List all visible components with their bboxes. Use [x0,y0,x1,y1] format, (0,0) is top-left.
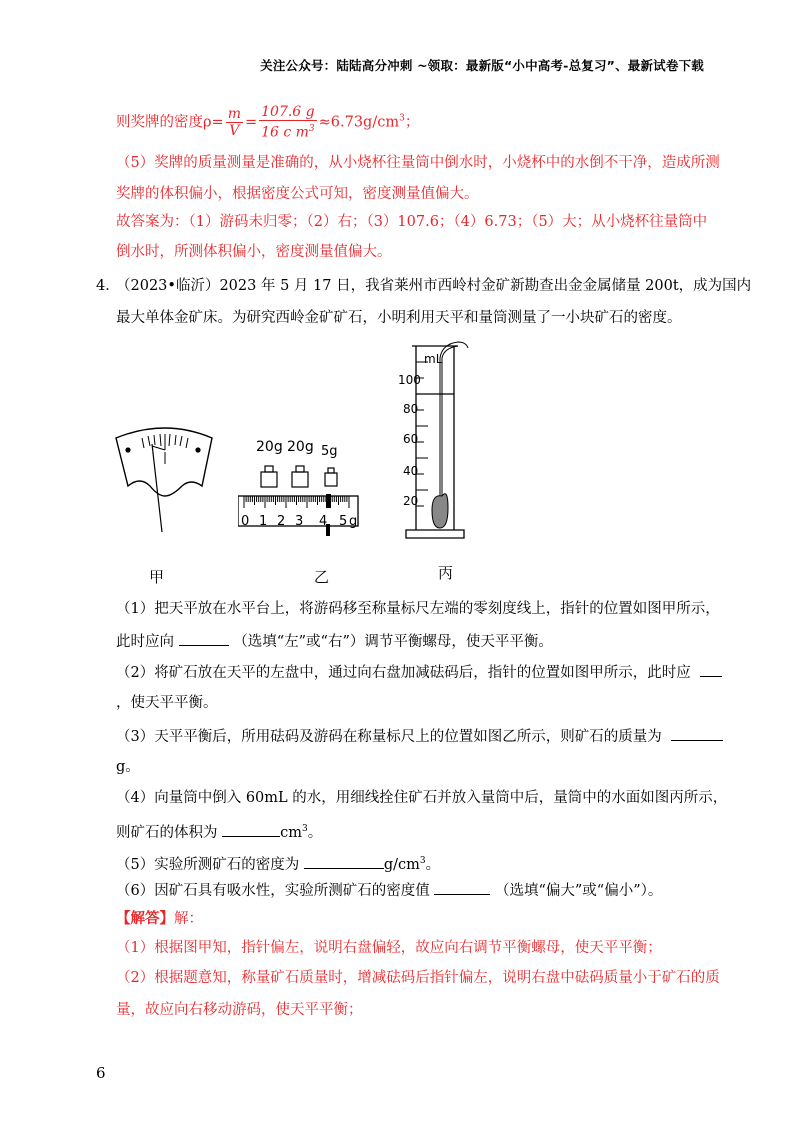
answer-tag: 【解答】 [116,910,174,927]
q2-answer-blank[interactable] [700,662,722,677]
prev-answer-line2: 倒水时，所测体积偏小，密度测量值偏大。 [116,244,392,260]
tick-label: 1 [259,514,268,529]
superscript: 3 [301,824,308,834]
density-prefix: 则奖牌的密度ρ= [116,114,224,131]
prev-p5-line1: （5）奖牌的质量测量是准确的，从小烧杯往量筒中倒水时，小烧杯中的水倒不干净，造成所测 [116,155,720,171]
q4-line2 [116,819,322,843]
equals-sign: = [244,114,258,131]
question-stem-line2: 最大单体金矿床。为研究西岭金矿矿石，小明利用天平和量筒测量了一小块矿石的密度。 [116,310,682,326]
q1-line2 [116,631,553,652]
q3-answer-blank[interactable] [671,726,723,741]
answer-tag-line [116,909,203,929]
scale-unit: g [349,514,358,529]
fraction-denominator: 16 c $m^3$ [261,124,315,141]
question-number: 4． [96,278,120,294]
ore-rock [432,494,448,528]
rider [326,494,331,508]
q6-text-b: （选填“偏大”或“偏小”）。 [494,883,663,899]
q6-answer-blank[interactable] [434,880,490,895]
figure-bing-label: 丙 [438,564,454,582]
q3-line1 [116,726,723,747]
answer-2-line1: （2）根据题意知，称量矿石质量时，增减砝码后指针偏左，说明右盘中砝码质量小于矿石的质 [116,970,720,986]
cyl-label-40: 40 [403,464,419,478]
tick-label: 0 [241,514,250,529]
punct: 。 [425,856,441,873]
q4-text-a: 则矿石的体积为 [116,824,218,841]
fraction-values [259,104,317,141]
weight-label-1: 20g [256,439,283,455]
cyl-label-80: 80 [403,402,419,416]
q2-text: （2）将矿石放在天平的左盘中，通过向右盘加减砝码后，指针的位置如图甲所示，此时应 [116,665,691,681]
cyl-label-20: 20 [403,494,419,508]
punct: 。 [307,824,323,841]
q4-line1: （4）向量筒中倒入 60mL 的水，用细线拴住矿石并放入量筒中后，量筒中的水面如图丙所示， [116,790,728,806]
figure-jia-pointer [112,424,218,536]
q1-text-b: （选填“左”或“右”）调节平衡螺母，使天平平衡。 [233,634,553,650]
weight-20g-2 [292,472,308,487]
fraction-numerator: 107.6 g [261,104,315,120]
tick-label: 5 [339,514,348,529]
weight-20g-knob [265,466,273,472]
q5-unit: g/cm [383,856,420,873]
q1-line1: （1）把天平放在水平台上，将游码移至称量标尺左端的零刻度线上，指针的位置如图甲所示， [116,601,720,617]
cyl-label-100: 100 [398,373,421,387]
q2-line1 [116,662,722,683]
weight-5g-knob [328,468,334,473]
q5-answer-blank[interactable] [304,854,384,869]
page-header: 关注公众号：陆陆高分冲刺 ~领取：最新版“小中高考-总复习”、最新试卷下载 [260,58,704,73]
question-stem-line1: （2023•临沂）2023 年 5 月 17 日，我省莱州市西岭村金矿新勘查出金金属储量 200t，成为国内 [116,278,752,294]
q4-unit: cm [280,824,302,841]
q3-text: （3）天平平衡后，所用砝码及游码在称量标尺上的位置如图乙所示，则矿石的质量为 [116,729,662,745]
prev-p5-line2: 奖牌的体积偏小，根据密度公式可知，密度测量值偏大。 [116,186,479,202]
density-formula-line [116,104,419,141]
fraction-denominator: V [229,122,240,139]
q1-text-a: 此时应向 [116,634,174,650]
superscript: 3 [399,113,405,124]
answer-tag-tail: 解： [174,911,203,927]
q6-line [116,880,662,901]
weight-20g-1 [261,472,277,487]
weight-label-2: 20g [287,439,314,455]
page-number: 6 [96,1064,106,1082]
weight-label-3: 5g [321,444,338,459]
q2-line2: ，使天平平衡。 [116,695,218,711]
superscript: 3 [419,856,426,866]
tick-label: 4 [319,514,328,529]
density-result: ≈6.73g/cm [318,114,400,131]
figure-jia-label: 甲 [149,568,165,586]
tick-label: 3 [295,514,304,529]
figure-yi-label: 乙 [314,568,330,586]
fraction-numerator: m [227,105,241,122]
answer-2-line2: 量，故应向右移动游码，使天平平衡； [116,1002,363,1018]
answer-1: （1）根据图甲知，指针偏左，说明右盘偏轻，故应向右调节平衡螺母，使天平平衡； [116,940,662,956]
cylinder-unit: mL [424,352,443,366]
q6-text-a: （6）因矿石具有吸水性，实验所测矿石的密度值 [116,883,430,899]
cyl-label-60: 60 [403,432,419,446]
prev-answer-line1: 故答案为：（1）游码未归零；（2）右；（3）107.6；（4）6.73；（5）大；从小烧杯往量筒中 [116,214,708,230]
weight-5g [325,473,337,486]
fraction-m-over-v [226,106,243,139]
q5-line [116,851,440,875]
q5-text: （5）实验所测矿石的密度为 [116,856,300,873]
q1-answer-blank[interactable] [179,631,229,646]
q3-line2: g。 [116,759,140,775]
q4-answer-blank[interactable] [222,822,280,837]
punct: ； [404,114,420,131]
tick-label: 2 [277,514,286,529]
weight-20g-knob [296,466,304,472]
